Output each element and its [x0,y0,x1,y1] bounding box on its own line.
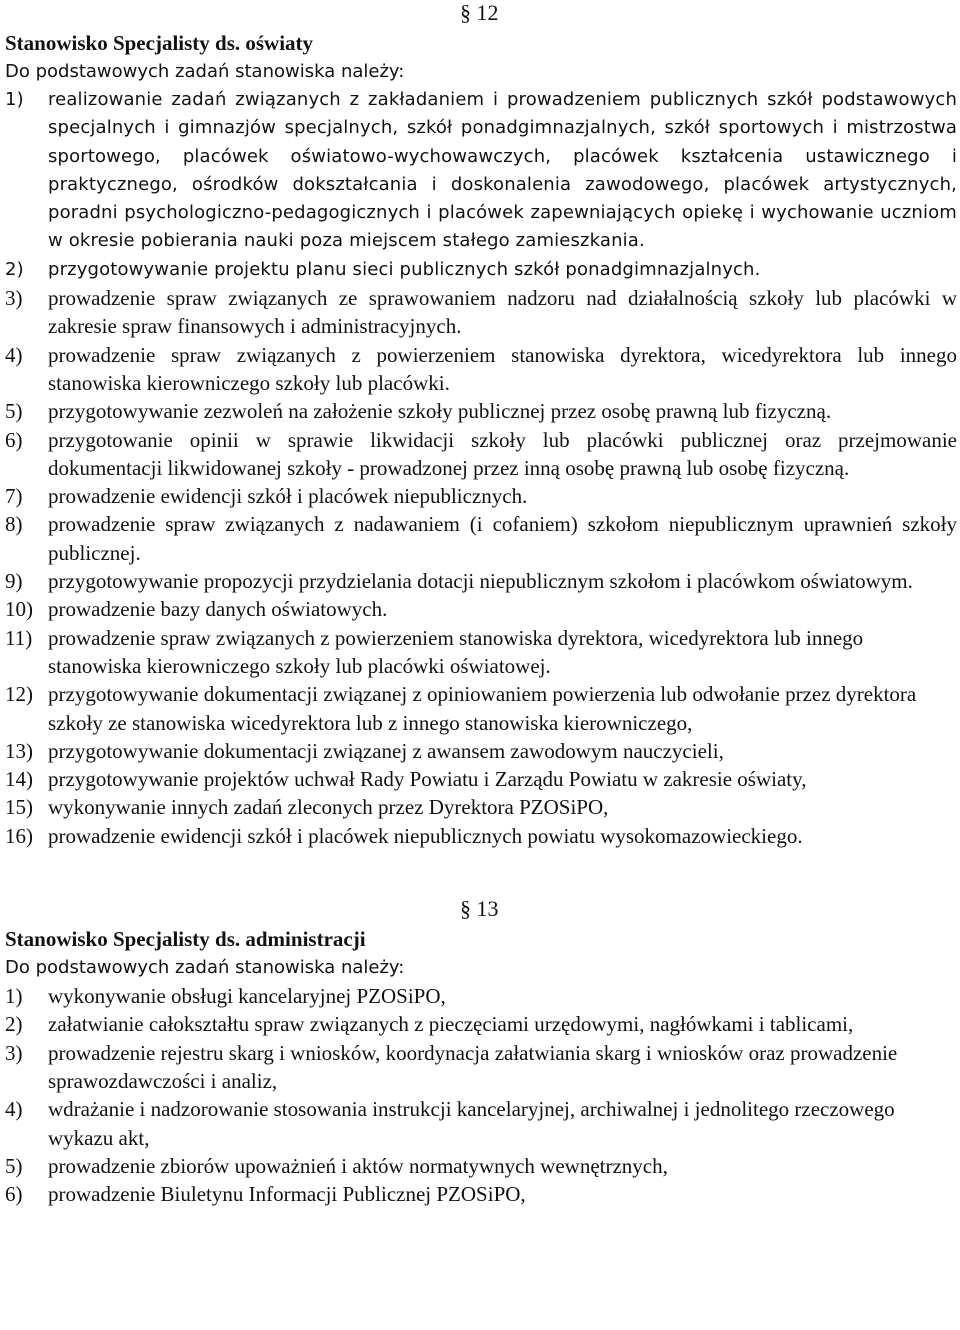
list-item [5,793,957,821]
list-item [5,680,957,737]
item-number: 2) [5,1012,23,1037]
item-text: realizowanie zadań związanych z zakładaniem i prowadzeniem publicznych szkół podstawowych specjalnych i gimnazjów specjalnych, szkół ponadgimnazjalnych, szkół sportowych i mistrzostwa sportowego, placówek oświatowo-wychowawczych, placówek kształcenia ustawicznego i praktycznego, ośrodków dokształcania i doskonalenia zawodowego, placówek artystycznych, poradni psychologiczno-pedagogicznych i placówek zapewniających opiekę i wychowanie uczniom w okresie pobierania nauki poza miejscem stałego zamieszkania. [48,89,957,252]
item-text: prowadzenie spraw związanych z nadawaniem (i cofaniem) szkołom niepublicznym uprawnień szkoły publicznej. [48,512,957,565]
item-number: 7) [5,484,23,509]
list-item [5,595,957,623]
list-item [5,1180,957,1208]
section-gap [5,850,957,896]
list-item [5,982,957,1010]
list-item [5,765,957,793]
item-number: 5) [5,399,23,424]
item-text: przygotowywanie projektów uchwał Rady Powiatu i Zarządu Powiatu w zakresie oświaty, [48,767,807,792]
list-item [5,510,957,567]
list-item [5,426,957,483]
item-text: prowadzenie Biuletynu Informacji Publicznej PZOSiPO, [48,1182,526,1207]
list-item [5,1039,957,1096]
item-text: wdrażanie i nadzorowanie stosowania instrukcji kancelaryjnej, archiwalnej i jednolitego rzeczowego wykazu akt, [48,1097,895,1150]
item-text: przygotowywanie projektu planu sieci publicznych szkół ponadgimnazjalnych. [48,258,761,280]
item-text: przygotowanie opinii w sprawie likwidacji szkoły lub placówki publicznej oraz przejmowanie dokumentacji likwidowanej szkoły - prowadzonej przez inną osobę prawną lub osobę fizyczną. [48,427,957,480]
section-heading [5,896,957,920]
list-item [5,256,957,284]
section-intro: Do podstawowych zadań stanowiska należy: [5,61,405,82]
item-number: 5) [5,1153,23,1178]
item-number: 14) [5,767,33,792]
section-title: Stanowisko Specjalisty ds. administracji [5,927,366,952]
list-item [5,737,957,765]
item-text: przygotowywanie zezwoleń na założenie szkoły publicznej przez osobę prawną lub fizyczną. [48,399,832,424]
section-number: § 13 [460,896,499,922]
section-title: Stanowisko Specjalisty ds. oświaty [5,31,314,55]
list-item [5,822,957,850]
item-number: 3) [5,1040,23,1065]
item-number: 16) [5,823,33,848]
list-item [5,624,957,681]
item-number: 1) [5,89,24,110]
item-number: 11) [5,625,33,650]
list-item [5,341,957,398]
item-text: prowadzenie bazy danych oświatowych. [48,597,388,622]
item-text: prowadzenie ewidencji szkół i placówek niepublicznych. [48,484,528,509]
item-text: załatwianie całokształtu spraw związanych z pieczęciami urzędowymi, nagłówkami i tablicami, [48,1012,854,1037]
section-12 [5,0,957,850]
item-number: 15) [5,795,33,820]
item-text: wykonywanie innych zadań zleconych przez Dyrektora PZOSiPO, [48,795,609,820]
item-number: 1) [5,984,23,1009]
item-text: prowadzenie spraw związanych ze sprawowaniem nadzoru nad działalnością szkoły lub placówki w zakresie spraw finansowych i administracyjnych. [48,286,957,339]
item-number: 6) [5,427,23,452]
document-page [5,0,957,1208]
item-number: 4) [5,1097,23,1122]
item-number: 2) [5,258,24,280]
list-item [5,567,957,595]
item-text: przygotowywanie dokumentacji związanej z awansem zawodowym nauczycieli, [48,738,724,763]
item-number: 3) [5,286,23,311]
list-item [5,1152,957,1180]
section-13 [5,896,957,1208]
item-number: 13) [5,738,33,763]
item-text: prowadzenie spraw związanych z powierzeniem stanowiska dyrektora, wicedyrektora lub innego stanowiska kierowniczego szkoły lub placówki. [48,342,957,395]
item-text: przygotowywanie dokumentacji związanej z opiniowaniem powierzenia lub odwołanie przez dyrektora szkoły ze stanowiska wicedyrektora lub z innego stanowiska kierowniczego, [48,682,917,735]
duties-list [5,982,957,1208]
item-number: 12) [5,682,33,707]
list-item [5,284,957,341]
section-number: § 12 [460,0,499,25]
item-number: 8) [5,512,23,537]
list-item [5,86,957,256]
item-text: przygotowywanie propozycji przydzielania dotacji niepublicznym szkołom i placówkom oświatowym. [48,569,913,594]
item-text: prowadzenie ewidencji szkół i placówek niepublicznych powiatu wysokomazowieckiego. [48,823,803,848]
section-heading [5,0,957,24]
section-intro: Do podstawowych zadań stanowiska należy: [5,957,405,979]
list-item [5,482,957,510]
item-text: prowadzenie rejestru skarg i wniosków, koordynacja załatwiania skarg i wniosków oraz prowadzenie sprawozdawczości i analiz, [48,1040,898,1093]
item-number: 4) [5,342,23,367]
list-item [5,1095,957,1152]
list-item [5,1010,957,1038]
duties-list [5,86,957,850]
item-number: 6) [5,1182,23,1207]
item-number: 10) [5,597,33,622]
item-number: 9) [5,569,23,594]
item-text: prowadzenie zbiorów upoważnień i aktów normatywnych wewnętrznych, [48,1153,668,1178]
item-text: wykonywanie obsługi kancelaryjnej PZOSiPO, [48,984,446,1009]
item-text: prowadzenie spraw związanych z powierzeniem stanowiska dyrektora, wicedyrektora lub innego stanowiska kierowniczego szkoły lub placówki oświatowej. [48,625,864,678]
list-item [5,397,957,425]
